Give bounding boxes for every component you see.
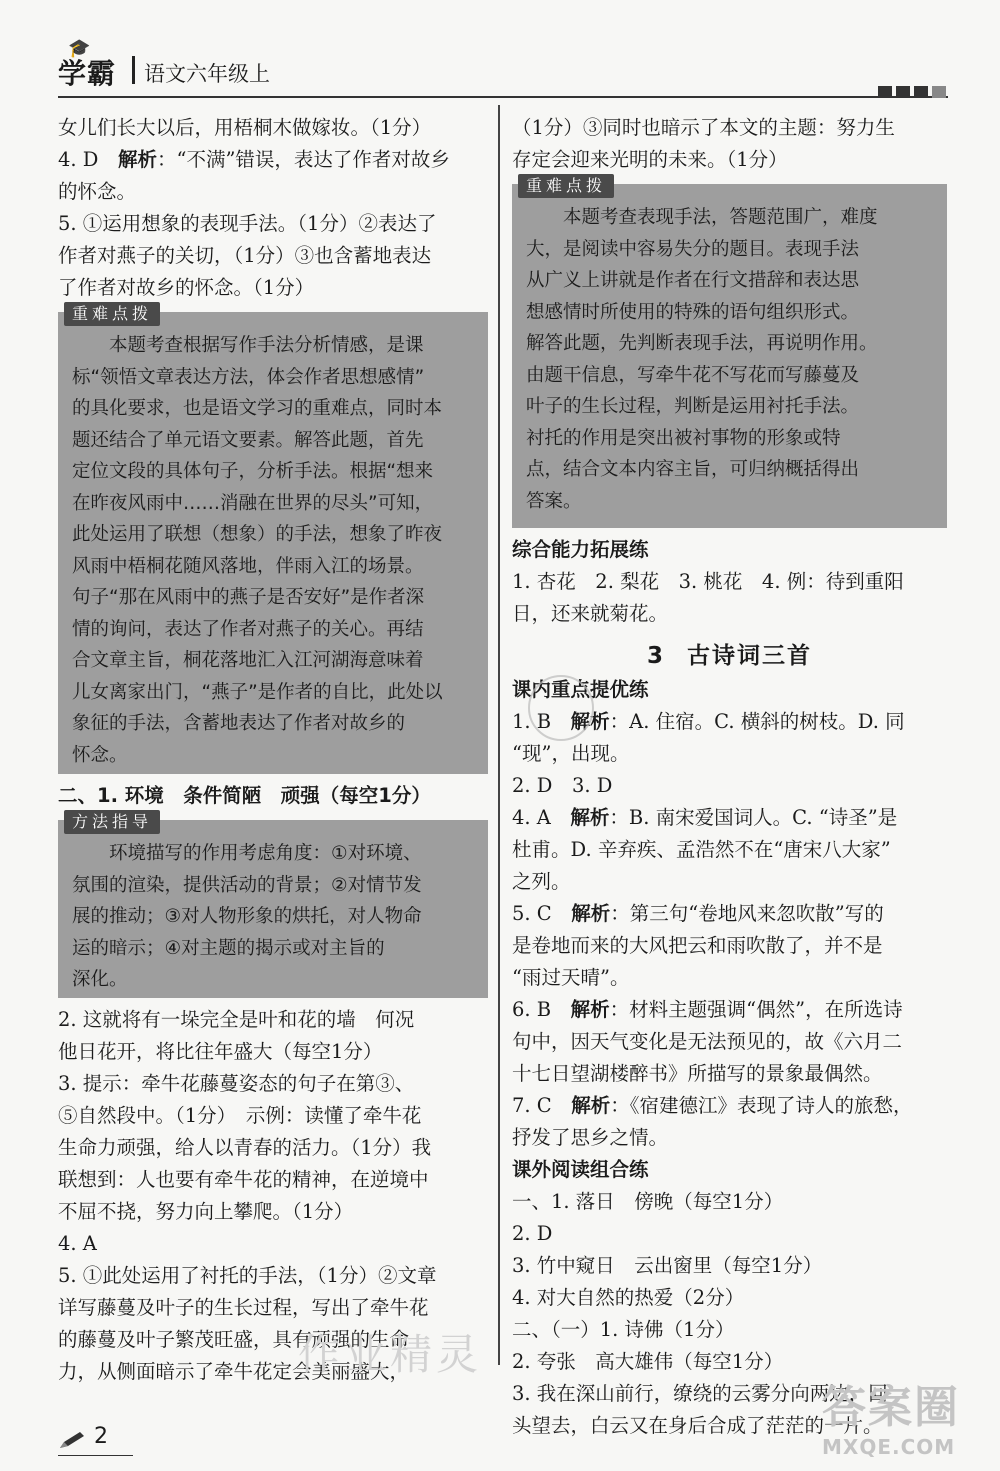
answer-line: 生命力顽强，给人以青春的活力。（1分）我 xyxy=(58,1136,432,1159)
section-heading: 课外阅读组合练 xyxy=(512,1158,649,1181)
answer-line: 1. B 解析：A. 住宿。C. 横斜的树枝。D. 同 xyxy=(512,710,905,733)
page-number: 2 xyxy=(94,1424,108,1449)
answer-line: 6. B 解析：材料主题强调“偶然”，在所选诗 xyxy=(512,998,903,1021)
brand-logo: 学霸 xyxy=(58,57,117,90)
left-column xyxy=(58,112,488,1388)
answer-line: ⑤自然段中。（1分） 示例：读懂了牵牛花 xyxy=(58,1104,422,1127)
answer-line: （1分）③同时也暗示了本文的主题：努力生 xyxy=(512,116,895,139)
answer-line: 抒发了思乡之情。 xyxy=(512,1126,669,1149)
answer-line: 5. ①此处运用了衬托的手法，（1分）②文章 xyxy=(58,1264,437,1287)
right-column xyxy=(512,112,947,1442)
lesson-title: 3 古诗词三首 xyxy=(646,643,812,669)
answer-line: 3. 我在深山前行，缭绕的云雾分向两边，回 xyxy=(512,1382,888,1405)
answer-line: 4. D 解析：“不满”错误，表达了作者对故乡 xyxy=(58,148,450,171)
answer-line: 是卷地而来的大风把云和雨吹散了，并不是 xyxy=(512,934,883,957)
answer-line: 十七日望湖楼醉书》所描写的景象最偶然。 xyxy=(512,1062,883,1085)
answer-line: 他日花开，将比往年盛大（每空1分） xyxy=(58,1040,383,1063)
column-divider xyxy=(498,105,500,1365)
watermark-center: 作业精灵 xyxy=(298,1330,483,1379)
tip-box-content: 本题考查根据写作手法分析情感，是课 标“领悟文章表达方法，体会作者思想感情” 的具化要求，也是语文学习的重难点，同时本 题还结合了单元语文要素。解答此题，首先 定位文段的具体句子，分析手法。根据“想来 在昨夜风雨中……消融在世界的尽头”可知， 此处运用了联想（想象）的手法，想象了昨夜 风雨中梧桐花随风落地，伴雨入江的场景。 句子“那在风雨中的燕子是否安好”是作者深 情的询问，表达了作者对燕子的关心。再结 合文章主旨，桐花落地汇入江河湖海意味着 儿女离家出门，“燕子”是作者的自比，此处以 象征的手法，含蓄地表达了作者对故乡的 怀念。 xyxy=(72,335,443,766)
tip-box-tag: 方法指导 xyxy=(64,810,160,834)
tip-box-tag: 重难点拨 xyxy=(518,174,614,198)
answer-line: 二、1. 环境 条件简陋 顽强（每空1分） xyxy=(58,784,431,807)
section-heading: 综合能力拓展练 xyxy=(512,538,649,561)
answer-line: 二、（一）1. 诗佛（1分） xyxy=(512,1318,735,1341)
answer-line: 杜甫。D. 辛弃疾、孟浩然不在“唐宋八大家” xyxy=(512,838,891,861)
answer-line: 7. C 解析：《宿建德江》表现了诗人的旅愁， xyxy=(512,1094,913,1117)
section-heading: 课内重点提优练 xyxy=(512,678,649,701)
answer-line: 4. A xyxy=(58,1232,97,1255)
answer-line: 女儿们长大以后，用梧桐木做嫁妆。（1分） xyxy=(58,116,432,139)
tip-box-method xyxy=(58,812,488,998)
answer-line: 日，还来就菊花。 xyxy=(512,602,669,625)
tip-box-content: 本题考查表现手法，答题范围广，难度 大，是阅读中容易失分的题目。表现手法 从广义上讲就是作者在行文措辞和表达思 想感情时所使用的特殊的语句组织形式。 解答此题，先判断表现手法，再说明作用。 由题干信息，写牵牛花不写花而写藤蔓及 叶子的生长过程，判断是运用衬托手法。 衬托的作用是突出被衬事物的形象或特 点，结合文本内容主旨，可归纳概括得出 答案。 xyxy=(526,207,878,512)
answer-line: 2. 夸张 高大雄伟（每空1分） xyxy=(512,1350,784,1373)
answer-line: 作者对燕子的关切，（1分）③也含蓄地表达 xyxy=(58,244,432,267)
answer-line: 的藤蔓及叶子繁茂旺盛，具有顽强的生命 xyxy=(58,1328,410,1351)
answer-line: 不屈不挠，努力向上攀爬。（1分） xyxy=(58,1200,354,1223)
answer-line: 2. 这就将有一垛完全是叶和花的墙 何况 xyxy=(58,1008,415,1031)
answer-line: 之列。 xyxy=(512,870,571,893)
answer-line: 联想到：人也要有牵牛花的精神，在逆境中 xyxy=(58,1168,429,1191)
footer-rule xyxy=(58,1455,133,1456)
answer-line: 2. D xyxy=(512,1222,553,1245)
answer-line: 了作者对故乡的怀念。（1分） xyxy=(58,276,315,299)
pencil-icon xyxy=(58,1430,88,1450)
subject-title: 语文六年级上 xyxy=(144,62,270,86)
answer-line: 1. 杏花 2. 梨花 3. 桃花 4. 例：待到重阳 xyxy=(512,570,904,593)
answer-line: 存定会迎来光明的未来。（1分） xyxy=(512,148,788,171)
stamp-seal xyxy=(528,675,594,741)
answer-line: 4. 对大自然的热爱（2分） xyxy=(512,1286,745,1309)
tip-box-content: 环境描写的作用考虑角度：①对环境、 氛围的渲染，提供活动的背景；②对情节发 展的推动；③对人物形象的烘托，对人物命 运的暗示；④对主题的揭示或对主旨的 深化。 xyxy=(72,843,422,990)
tip-box-tag: 重难点拨 xyxy=(64,302,160,326)
answer-line: “雨过天晴”。 xyxy=(512,966,630,989)
tip-box-key-points xyxy=(58,304,488,774)
header-decoration xyxy=(878,86,946,98)
answer-line: 3. 提示：牵牛花藤蔓姿态的句子在第③、 xyxy=(58,1072,415,1095)
answer-line: 2. D 3. D xyxy=(512,774,613,797)
answer-line: 一、1. 落日 傍晚（每空1分） xyxy=(512,1190,784,1213)
answer-line: 头望去，白云又在身后合成了茫茫的一片。 xyxy=(512,1414,883,1437)
answer-line: 5. ①运用想象的表现手法。（1分）②表达了 xyxy=(58,212,437,235)
answer-line: 的怀念。 xyxy=(58,180,137,203)
header-separator xyxy=(132,56,135,84)
answer-line: 4. A 解析：B. 南宋爱国词人。C. “诗圣”是 xyxy=(512,806,898,829)
answer-line: 详写藤蔓及叶子的生长过程，写出了牵牛花 xyxy=(58,1296,429,1319)
watermark-logo: 答案圈 MXQE.COM xyxy=(822,1382,960,1459)
graduation-cap-icon: 🎓 xyxy=(68,38,91,59)
answer-line: “现”，出现。 xyxy=(512,742,630,765)
answer-line: 3. 竹中窥日 云出窗里（每空1分） xyxy=(512,1254,823,1277)
tip-box-key-points xyxy=(512,176,947,528)
answer-line: 句中，因天气变化是无法预见的，故《六月二 xyxy=(512,1030,903,1053)
page-header xyxy=(58,38,948,98)
answer-line: 5. C 解析：第三句“卷地风来忽吹散”写的 xyxy=(512,902,884,925)
answer-line: 力，从侧面暗示了牵牛花定会美丽盛大， xyxy=(58,1360,410,1383)
